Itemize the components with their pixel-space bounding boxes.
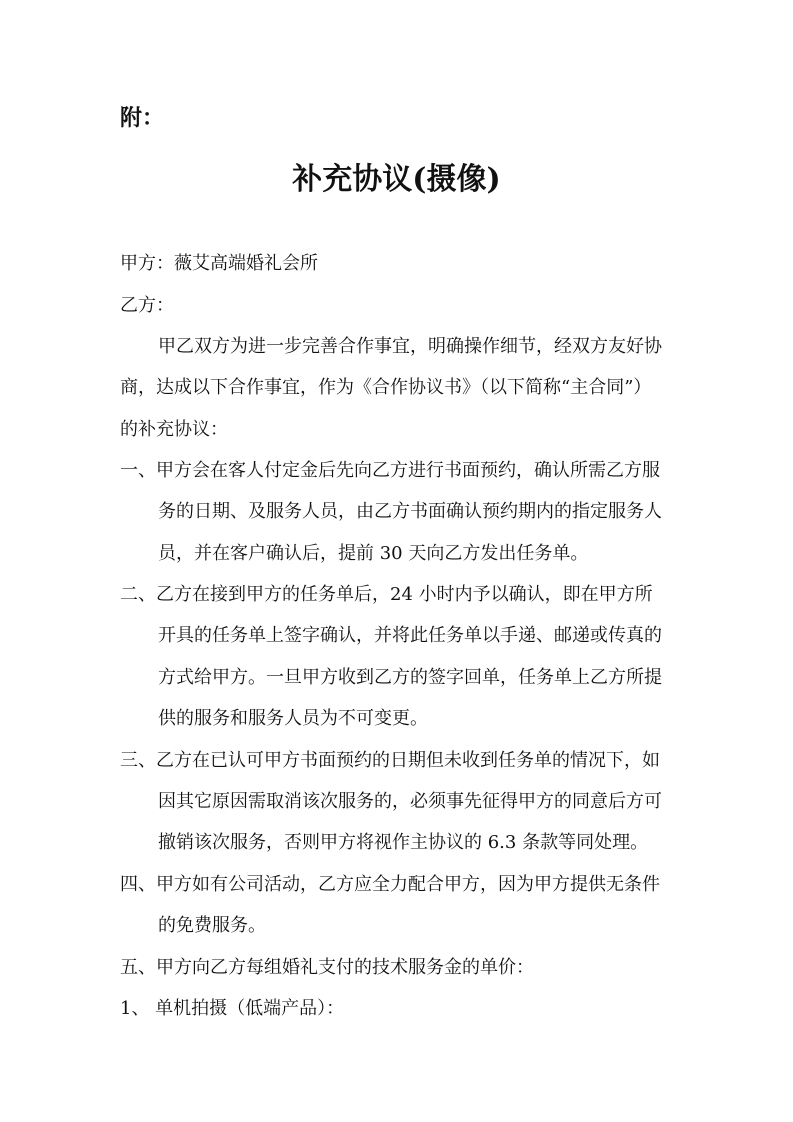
clause-1-line: 员，并在客户确认后，提前 30 天向乙方发出任务单。 (158, 543, 589, 564)
clause-5-line: 五、甲方向乙方每组婚礼支付的技术服务金的单价： (120, 957, 534, 978)
document-title: 补充协议(摄像) (292, 162, 501, 197)
intro-line: 商，达成以下合作事宜，作为《合作协议书》（以下简称“主合同”） (120, 377, 652, 398)
clause-4-line: 的免费服务。 (158, 915, 266, 936)
clause-4-line: 四、甲方如有公司活动，乙方应全力配合甲方，因为甲方提供无条件 (120, 874, 660, 895)
clause-3-line: 因其它原因需取消该次服务的，必须事先征得甲方的同意后方可 (158, 791, 662, 812)
clause-2-line: 二、乙方在接到甲方的任务单后，24 小时内予以确认，即在甲方所 (120, 584, 653, 605)
clause-2-line: 方式给甲方。一旦甲方收到乙方的签字回单，任务单上乙方所提 (158, 667, 662, 688)
clause-1-line: 务的日期、及服务人员，由乙方书面确认预约期内的指定服务人 (158, 501, 662, 522)
clause-2-line: 供的服务和服务人员为不可变更。 (158, 708, 428, 729)
clause-3-line: 撤销该次服务，否则甲方将视作主协议的 6.3 条款等同处理。 (158, 832, 649, 853)
clause-1-line: 一、甲方会在客人付定金后先向乙方进行书面预约，确认所需乙方服 (120, 460, 660, 481)
intro-line: 甲乙双方为进一步完善合作事宜，明确操作细节，经双方友好协 (158, 336, 662, 357)
party-a-line: 甲方：薇艾高端婚礼会所 (120, 253, 318, 274)
intro-line: 的补充协议： (120, 419, 228, 440)
sub-item-line: 1、 单机拍摄（低端产品）： (120, 998, 345, 1019)
clause-2-line: 开具的任务单上签字确认，并将此任务单以手递、邮递或传真的 (158, 625, 662, 646)
clause-3-line: 三、乙方在已认可甲方书面预约的日期但未收到任务单的情况下，如 (120, 750, 660, 771)
attachment-label: 附： (120, 105, 165, 131)
party-b-line: 乙方： (120, 295, 174, 316)
